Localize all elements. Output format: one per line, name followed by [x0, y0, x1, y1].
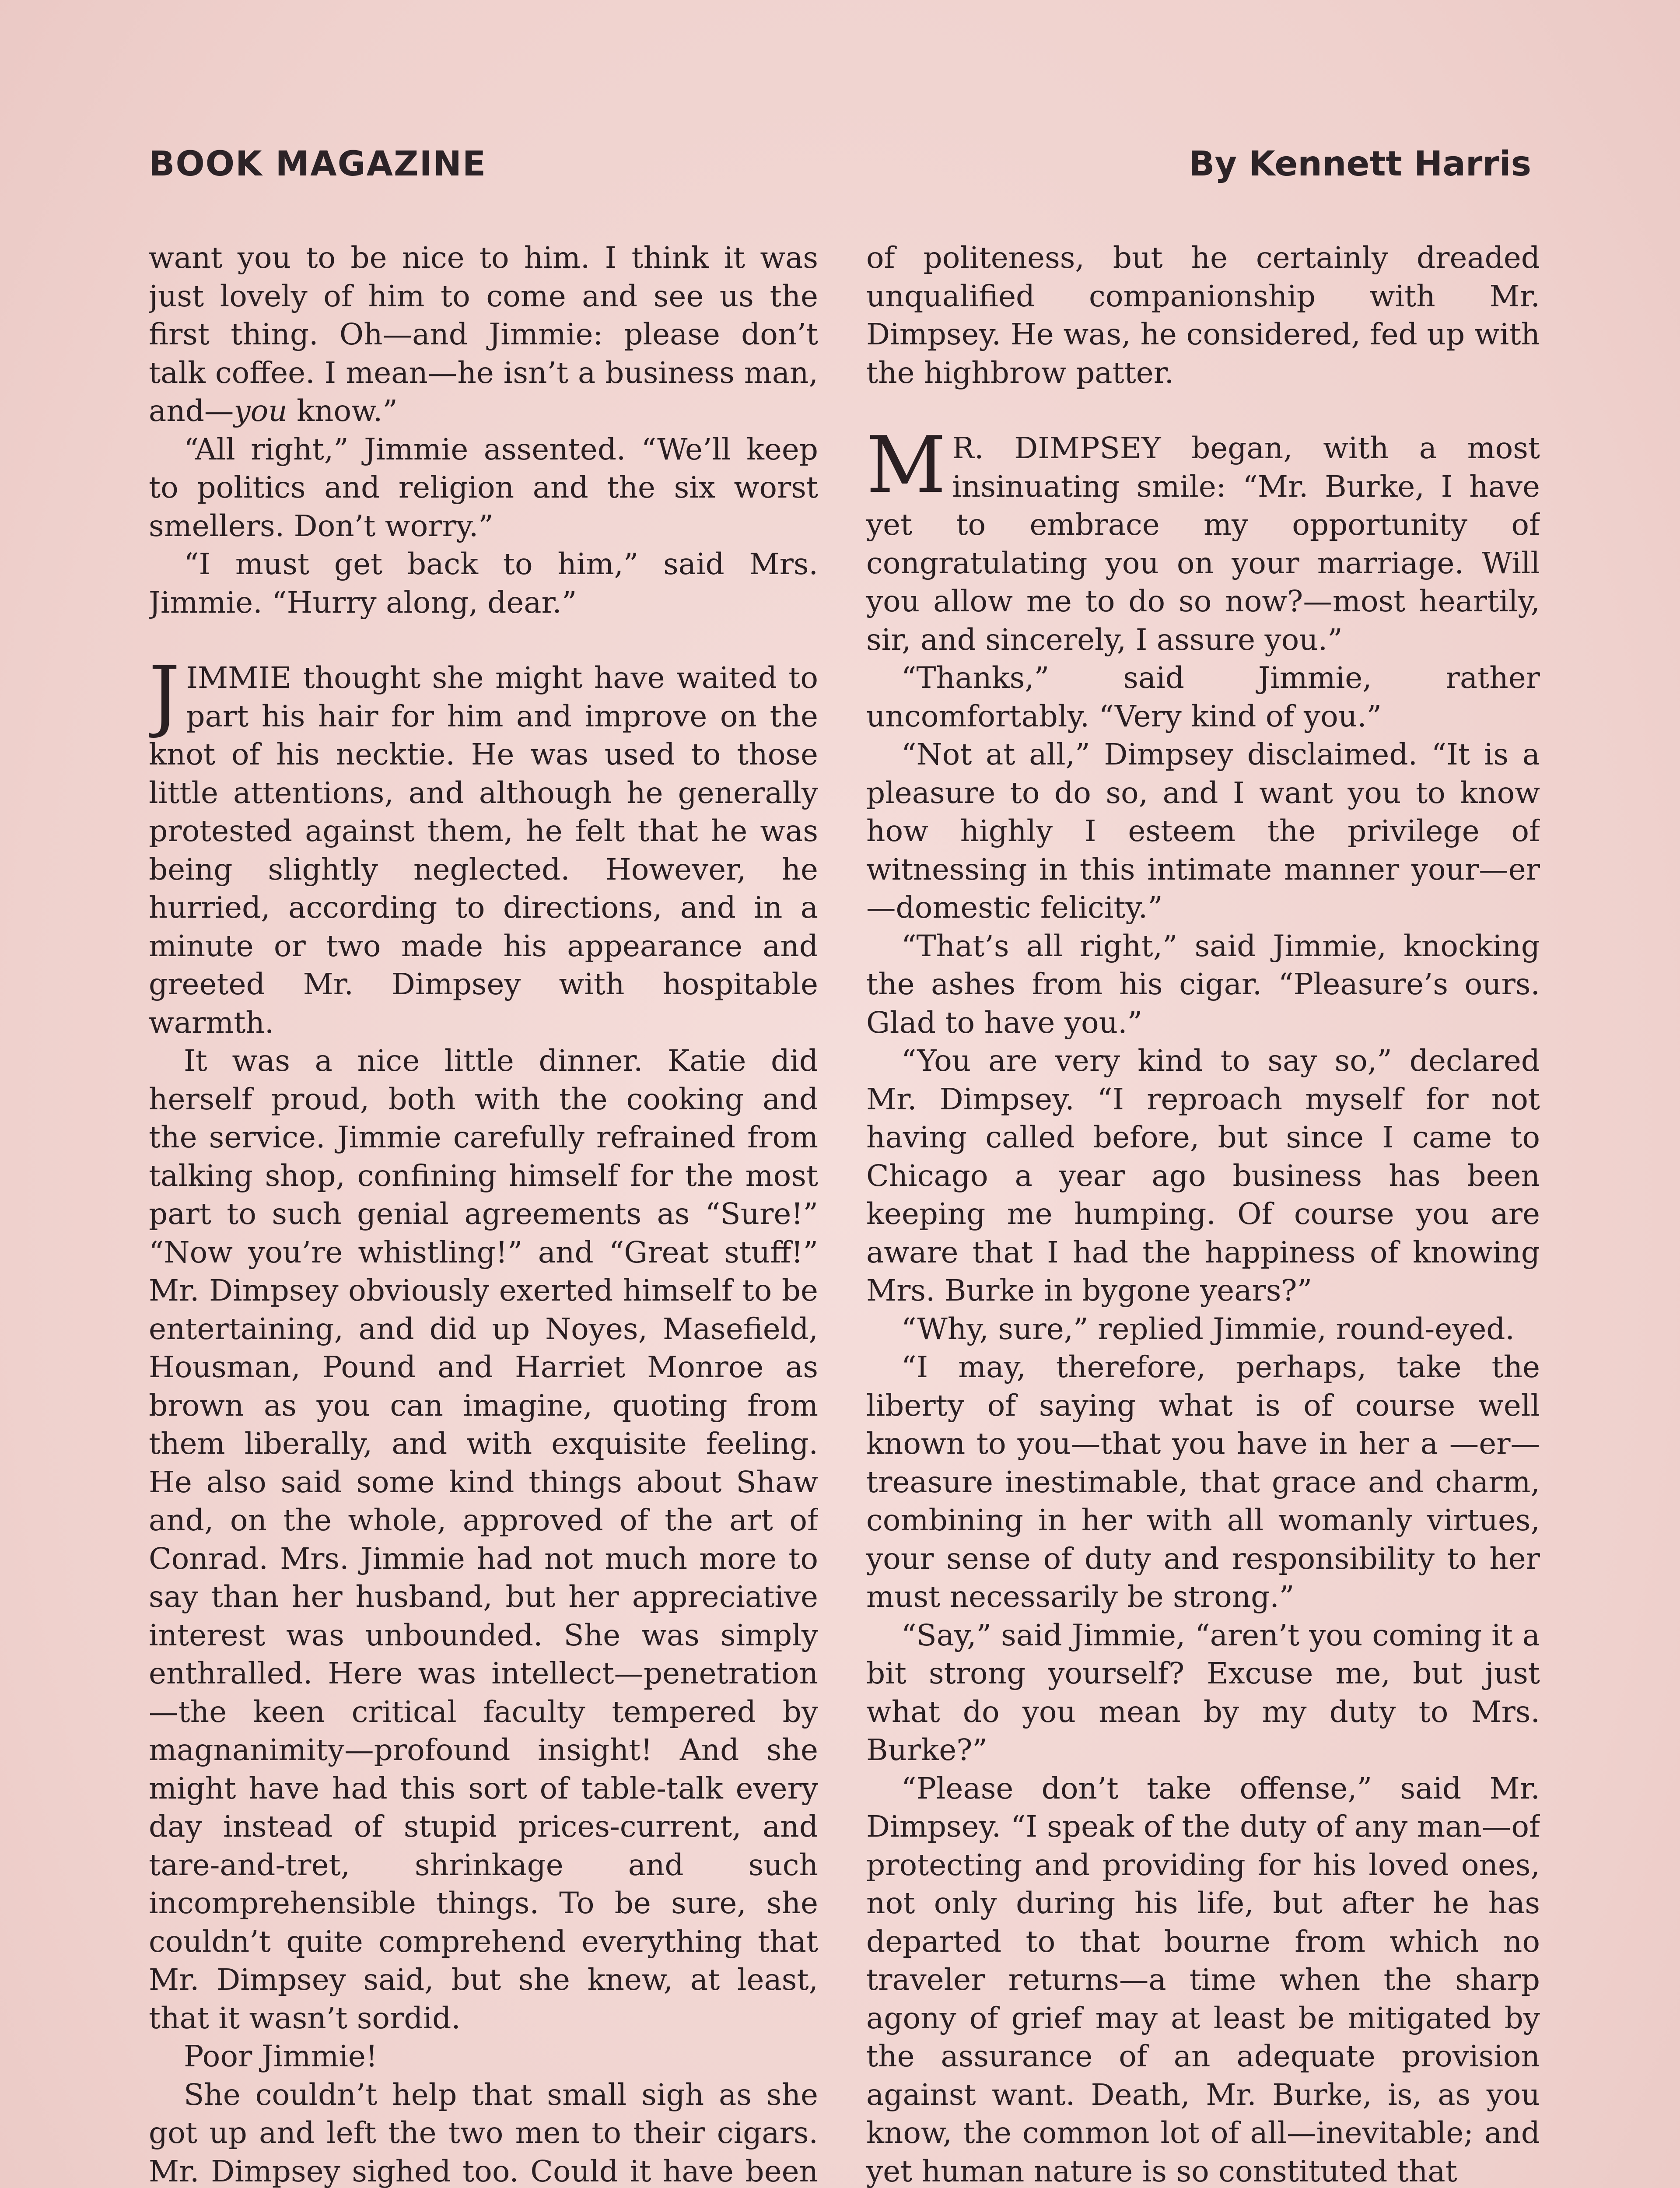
running-header [149, 144, 1531, 197]
section-opening-paragraph: M R. DIMPSEY began, with a most insinuating smile: “Mr. Burke, I have yet to embrace my opportunity of congratulating you on your marriage. Will you allow me to do so now?—most heartily, sir, and sincerely, I assure you.” [866, 420, 1540, 657]
emphasis: you [234, 393, 287, 428]
drop-cap: M [866, 420, 946, 510]
right-column [866, 238, 1540, 2188]
drop-cap: J [149, 649, 180, 740]
paragraph: “I may, therefore, perhaps, take the liberty of saying what is of course well known to you—that you have in her a —er—treasure inestimable, that grace and charm, combining in her with all womanly virtues, your sense of duty and responsibility to her must necessarily be strong.” [866, 1350, 1540, 1614]
paragraph: “You are very kind to say so,” declared Mr. Dimpsey. “I reproach myself for not having called before, but since I came to Chicago a year ago business has been keeping me humping. Of course you are aware that I had the happiness of knowing Mrs. Burke in bygone years?” [866, 1043, 1540, 1308]
publication-title: BOOK MAGAZINE [149, 144, 487, 184]
paragraph: “I must get back to him,” said Mrs. Jimmie. “Hurry along, dear.” [149, 547, 818, 620]
paragraph: It was a nice little dinner. Katie did herself proud, both with the cooking and the service. Jimmie carefully refrained from talking shop, confining himself for the most part to such genial agreements as “Sure!” “Now you’re whistling!” and “Great stuff!” Mr. Dimpsey obviously exerted himself to be entertaining, and did up Noyes, Masefield, Housman, Pound and Harriet Monroe as brown as you can imagine, quoting from them liberally, and with exquisite feeling. He also said some kind things about Shaw and, on the whole, approved of the art of Conrad. Mrs. Jimmie had not much more to say than her husband, but her appreciative interest was unbounded. She was simply enthralled. Here was intellect—penetration—the keen critical faculty tempered by magnanimity—profound insight! And she might have had this sort of table-talk every day instead of stupid prices-current, and tare-and-tret, shrinkage and such incomprehensible things. To be sure, she couldn’t quite comprehend everything that Mr. Dimpsey said, but she knew, at least, that it wasn’t sordid. [149, 1043, 818, 2035]
paragraph: “Why, sure,” replied Jimmie, round-eyed. [901, 1311, 1515, 1346]
paragraph: “Thanks,” said Jimmie, rather uncomfortably. “Very kind of you.” [866, 660, 1540, 733]
left-column [149, 238, 818, 2188]
paragraph: “Please don’t take offense,” said Mr. Dimpsey. “I speak of the duty of any man—of protecting and providing for his loved ones, not only during his life, but after he has departed to that bourne from which no traveler returns—a time when the sharp agony of grief may at least be mitigated by the assurance of an adequate provision against want. Death, Mr. Burke, is, as you know, the common lot of all—inevitable; and yet human nature is so constituted that [866, 1771, 1540, 2188]
paragraph: Poor Jimmie! [184, 2039, 378, 2073]
paragraph: She couldn’t help that small sigh as she got up and left the two men to their cigars. Mr. Dimpsey sighed too. Could it have been [149, 2077, 818, 2188]
paragraph: “That’s all right,” said Jimmie, knocking the ashes from his cigar. “Pleasure’s ours. Glad to have you.” [866, 928, 1540, 1040]
author-byline: By Kennett Harris [1188, 144, 1531, 184]
paragraph: “Not at all,” Dimpsey disclaimed. “It is a pleasure to do so, and I want you to know how highly I esteem the privilege of witnessing in this intimate manner your—er—domestic felicity.” [866, 737, 1540, 925]
section-opening-paragraph: JIMMIE thought she might have waited to part his hair for him and improve on the knot of his necktie. He was used to those little attentions, and although he generally protested against them, he felt that he was being slightly neglected. However, he hurried, according to directions, and in a minute or two made his appearance and greeted Mr. Dimpsey with hospitable warmth. [149, 649, 818, 1040]
paragraph: “All right,” Jimmie assented. “We’ll keep to politics and religion and the six worst smellers. Don’t worry.” [149, 431, 818, 543]
paragraph: want you to be nice to him. I think it was just lovely of him to come and see us the first thing. Oh—and Jimmie: please don’t talk coffee. I mean—he isn’t a business man, and—you know.” [149, 240, 818, 428]
paragraph: of politeness, but he certainly dreaded unqualified companionship with Mr. Dimpsey. He was, he considered, fed up with the highbrow patter. [866, 240, 1540, 390]
paragraph: “Say,” said Jimmie, “aren’t you coming it a bit strong yourself? Excuse me, but just what do you mean by my duty to Mrs. Burke?” [866, 1617, 1540, 1767]
